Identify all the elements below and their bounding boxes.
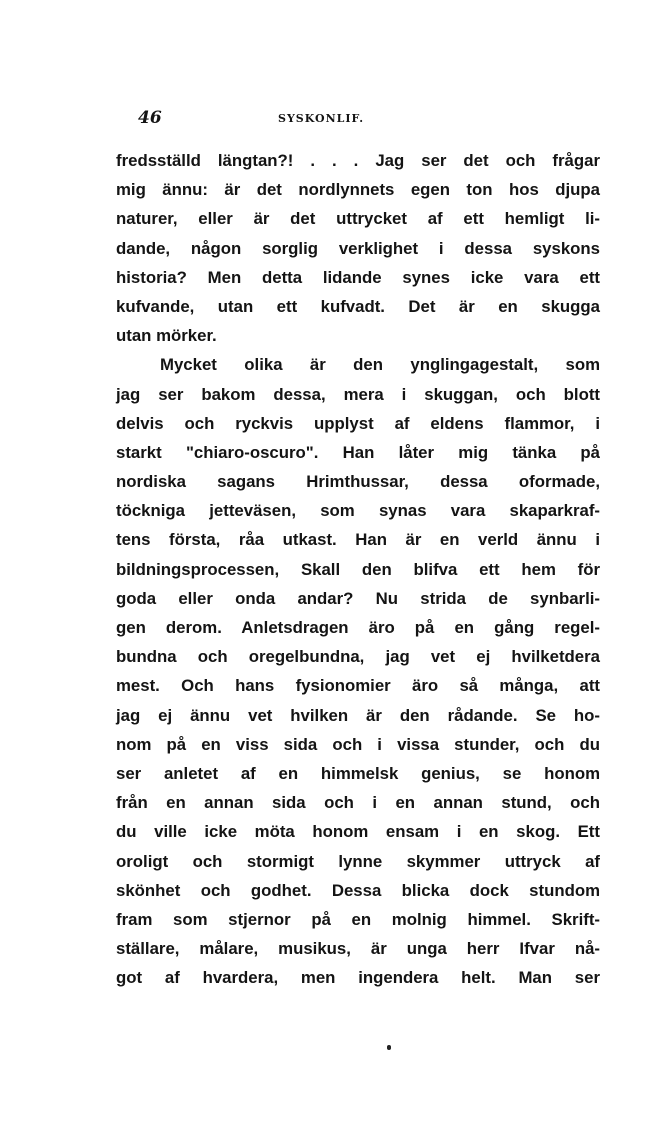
text-line: ser anletet af en himmelsk genius, se honom	[116, 763, 600, 783]
text-line: mig ännu: är det nordlynnets egen ton hos djupa	[116, 180, 600, 200]
body-text	[116, 146, 600, 992]
text-line: Mycket olika är den ynglingagestalt, som	[160, 355, 600, 375]
text-line: nordiska sagans Hrimthussar, dessa oformade,	[116, 472, 600, 492]
text-line: oroligt och stormigt lynne skymmer uttryck af	[116, 851, 600, 871]
text-line: skönhet och godhet. Dessa blicka dock stundom	[116, 880, 600, 900]
text-line: töckniga jetteväsen, som synas vara skaparkraf-	[116, 501, 600, 521]
text-line: gen derom. Anletsdragen äro på en gång regel-	[116, 618, 600, 637]
text-line: utan mörker.	[116, 326, 217, 346]
text-line: bundna och oregelbundna, jag vet ej hvilketdera	[116, 647, 600, 667]
text-line: starkt "chiaro-oscuro". Han låter mig tänka på	[116, 442, 600, 462]
page-header	[138, 108, 598, 138]
text-line: historia? Men detta lidande synes icke vara ett	[116, 267, 600, 287]
text-line: jag ser bakom dessa, mera i skuggan, och blott	[116, 384, 600, 404]
ink-dot	[387, 1045, 391, 1050]
text-line: fram som stjernor på en molnig himmel. Skrift-	[116, 909, 600, 929]
text-line: fredsställd längtan?! . . . Jag ser det och frågar	[116, 151, 600, 170]
text-line: bildningsprocessen, Skall den blifva ett hem för	[116, 559, 600, 579]
text-line: delvis och ryckvis upplyst af eldens flammor, i	[116, 413, 600, 433]
running-head: SYSKONLIF.	[278, 112, 365, 125]
text-line: goda eller onda andar? Nu strida de synbarli-	[116, 588, 600, 608]
text-line: tens första, råa utkast. Han är en verld ännu i	[116, 530, 600, 550]
text-line: naturer, eller är det uttrycket af ett hemligt li-	[116, 209, 600, 229]
text-line: dande, någon sorglig verklighet i dessa syskons	[116, 238, 600, 258]
text-line: kufvande, utan ett kufvadt. Det är en skugga	[116, 296, 600, 316]
page-number: 46	[138, 108, 162, 128]
text-line: mest. Och hans fysionomier äro så många, att	[116, 676, 600, 696]
text-line: nom på en viss sida och i vissa stunder, och du	[116, 734, 600, 754]
text-line: från en annan sida och i en annan stund, och	[116, 793, 600, 813]
text-line: got af hvardera, men ingendera helt. Man ser	[116, 968, 600, 988]
text-line: du ville icke möta honom ensam i en skog. Ett	[116, 822, 600, 842]
text-line: jag ej ännu vet hvilken är den rådande. Se ho-	[116, 705, 600, 725]
text-line: ställare, målare, musikus, är unga herr Ifvar nå-	[116, 939, 600, 959]
